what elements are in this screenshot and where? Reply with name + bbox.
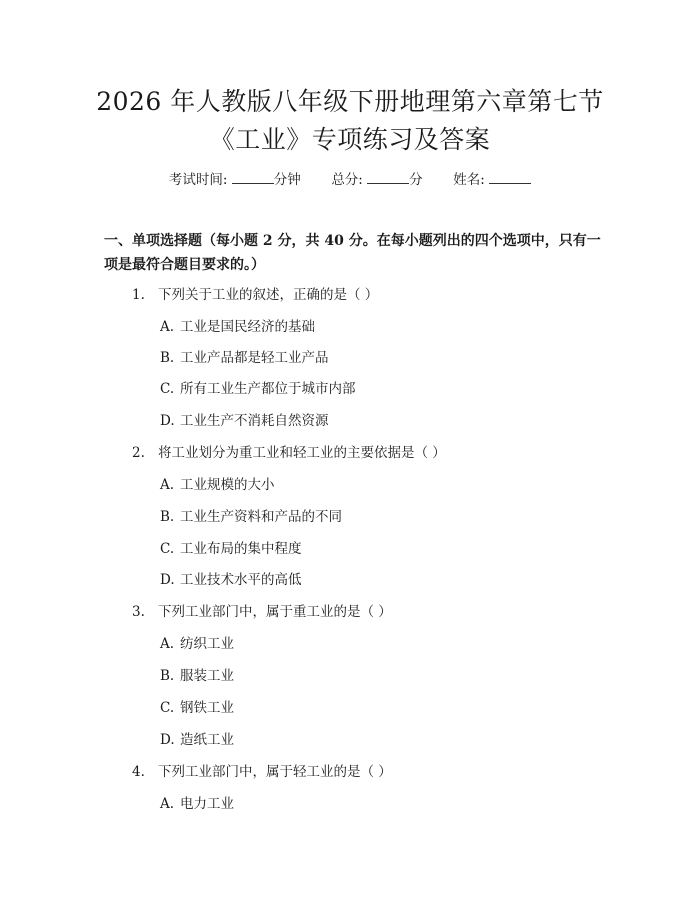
section-title: 一、单项选择题（每小题 2 分，共 40 分。在每小题列出的四个选项中，只有一项是最符合题目要求的。）: [104, 233, 601, 273]
option-label: A.: [160, 636, 175, 652]
option-1b[interactable]: [160, 346, 329, 366]
question-4: [132, 760, 392, 780]
question-stem: 下列工业部门中，属于重工业的是（ ）: [158, 604, 392, 620]
question-number: 2.: [132, 445, 145, 461]
option-text: 电力工业: [180, 796, 234, 812]
exam-info-line: [0, 168, 700, 188]
option-3c[interactable]: [160, 696, 234, 716]
document-title-line-2: 《工业》专项练习及答案: [209, 125, 491, 154]
option-label: A.: [160, 319, 175, 335]
option-label: D.: [160, 732, 175, 748]
option-text: 工业产品都是轻工业产品: [180, 350, 329, 366]
time-unit: 分钟: [273, 172, 301, 188]
name-blank[interactable]: [489, 171, 531, 184]
option-text: 工业是国民经济的基础: [180, 319, 315, 335]
option-text: 纺织工业: [180, 636, 234, 652]
option-2b[interactable]: [160, 505, 342, 525]
option-text: 服装工业: [180, 668, 234, 684]
question-number: 3.: [132, 604, 145, 620]
question-number: 4.: [132, 764, 145, 780]
option-text: 所有工业生产都位于城市内部: [180, 381, 356, 397]
option-1d[interactable]: [160, 409, 329, 429]
option-3d[interactable]: [160, 728, 234, 748]
option-text: 工业技术水平的高低: [180, 572, 302, 588]
option-2a[interactable]: [160, 473, 275, 493]
option-1c[interactable]: [160, 377, 356, 397]
option-label: C.: [160, 381, 175, 397]
option-label: D.: [160, 572, 175, 588]
option-label: C.: [160, 700, 175, 716]
option-text: 工业生产不消耗自然资源: [180, 413, 329, 429]
score-label: 总分:: [331, 172, 363, 188]
option-text: 工业规模的大小: [180, 477, 275, 493]
option-text: 工业生产资料和产品的不同: [180, 509, 342, 525]
question-number: 1.: [132, 287, 145, 303]
name-label: 姓名:: [453, 172, 485, 188]
option-4a[interactable]: [160, 792, 234, 812]
question-1: [132, 283, 378, 303]
option-label: B.: [160, 509, 175, 525]
document-title-line-1: 2026 年人教版八年级下册地理第六章第七节: [96, 87, 604, 116]
option-text: 钢铁工业: [180, 700, 234, 716]
option-2c[interactable]: [160, 537, 302, 557]
option-1a[interactable]: [160, 315, 315, 335]
question-2: [132, 441, 446, 461]
question-3: [132, 600, 392, 620]
option-label: A.: [160, 477, 175, 493]
option-text: 工业布局的集中程度: [180, 541, 302, 557]
question-stem: 下列工业部门中，属于轻工业的是（ ）: [158, 764, 392, 780]
option-label: D.: [160, 413, 175, 429]
question-stem: 将工业划分为重工业和轻工业的主要依据是（ ）: [158, 445, 446, 461]
score-blank[interactable]: [367, 171, 409, 184]
option-3b[interactable]: [160, 664, 234, 684]
option-label: C.: [160, 541, 175, 557]
time-blank[interactable]: [232, 171, 274, 184]
option-label: B.: [160, 350, 175, 366]
option-label: A.: [160, 796, 175, 812]
option-2d[interactable]: [160, 568, 302, 588]
option-3a[interactable]: [160, 632, 234, 652]
score-unit: 分: [409, 172, 423, 188]
option-text: 造纸工业: [180, 732, 234, 748]
option-label: B.: [160, 668, 175, 684]
time-label: 考试时间:: [168, 172, 228, 188]
question-stem: 下列关于工业的叙述，正确的是（ ）: [158, 287, 379, 303]
